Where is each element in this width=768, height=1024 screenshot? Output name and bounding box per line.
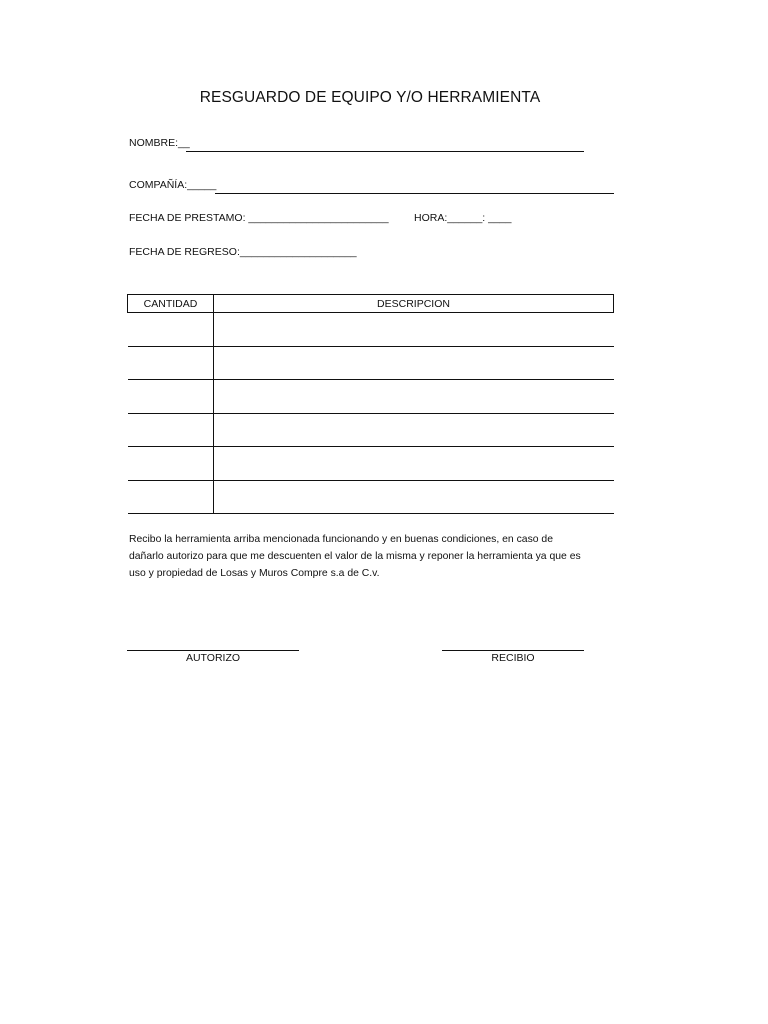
cantidad-cell[interactable] — [128, 480, 214, 514]
table-row — [128, 480, 614, 514]
descripcion-cell[interactable] — [214, 413, 614, 447]
nombre-label: NOMBRE:__ — [129, 137, 190, 149]
responsibility-statement: Recibo la herramienta arriba mencionada funcionando y en buenas condiciones, en caso de dañarlo autorizo para que me descuenten el valor de la misma y reponer la herramienta ya que es uso y propiedad de Losas y Muros Compre s.a de C.v. — [129, 534, 581, 579]
cantidad-cell[interactable] — [128, 413, 214, 447]
cantidad-cell[interactable] — [128, 380, 214, 414]
descripcion-cell[interactable] — [214, 346, 614, 380]
table-row — [128, 313, 614, 347]
cantidad-cell[interactable] — [128, 346, 214, 380]
cantidad-cell[interactable] — [128, 447, 214, 481]
hora-label[interactable]: HORA:______: ____ — [414, 212, 512, 224]
descripcion-cell[interactable] — [214, 447, 614, 481]
fecha-regreso-label[interactable]: FECHA DE REGRESO:____________________ — [129, 246, 357, 258]
equipment-table — [127, 294, 614, 514]
nombre-line[interactable] — [186, 151, 584, 152]
table-row — [128, 447, 614, 481]
descripcion-cell[interactable] — [214, 380, 614, 414]
document-title: RESGUARDO DE EQUIPO Y/O HERRAMIENTA — [199, 89, 541, 106]
signature-line-autorizo[interactable] — [127, 650, 299, 651]
signature-label-recibio: RECIBIO — [491, 652, 535, 664]
header-descripcion: DESCRIPCION — [214, 295, 614, 313]
descripcion-cell[interactable] — [214, 480, 614, 514]
table-header-row — [128, 295, 614, 313]
signature-label-autorizo: AUTORIZO — [185, 652, 241, 664]
fecha-prestamo-label[interactable]: FECHA DE PRESTAMO: ________________________ — [129, 212, 389, 224]
table-row — [128, 346, 614, 380]
table-row — [128, 380, 614, 414]
descripcion-cell[interactable] — [214, 313, 614, 347]
compania-label: COMPAÑÍA:_____ — [129, 179, 217, 191]
signature-line-recibio[interactable] — [442, 650, 584, 651]
cantidad-cell[interactable] — [128, 313, 214, 347]
header-cantidad: CANTIDAD — [128, 295, 214, 313]
table-row — [128, 413, 614, 447]
compania-line[interactable] — [215, 193, 614, 194]
